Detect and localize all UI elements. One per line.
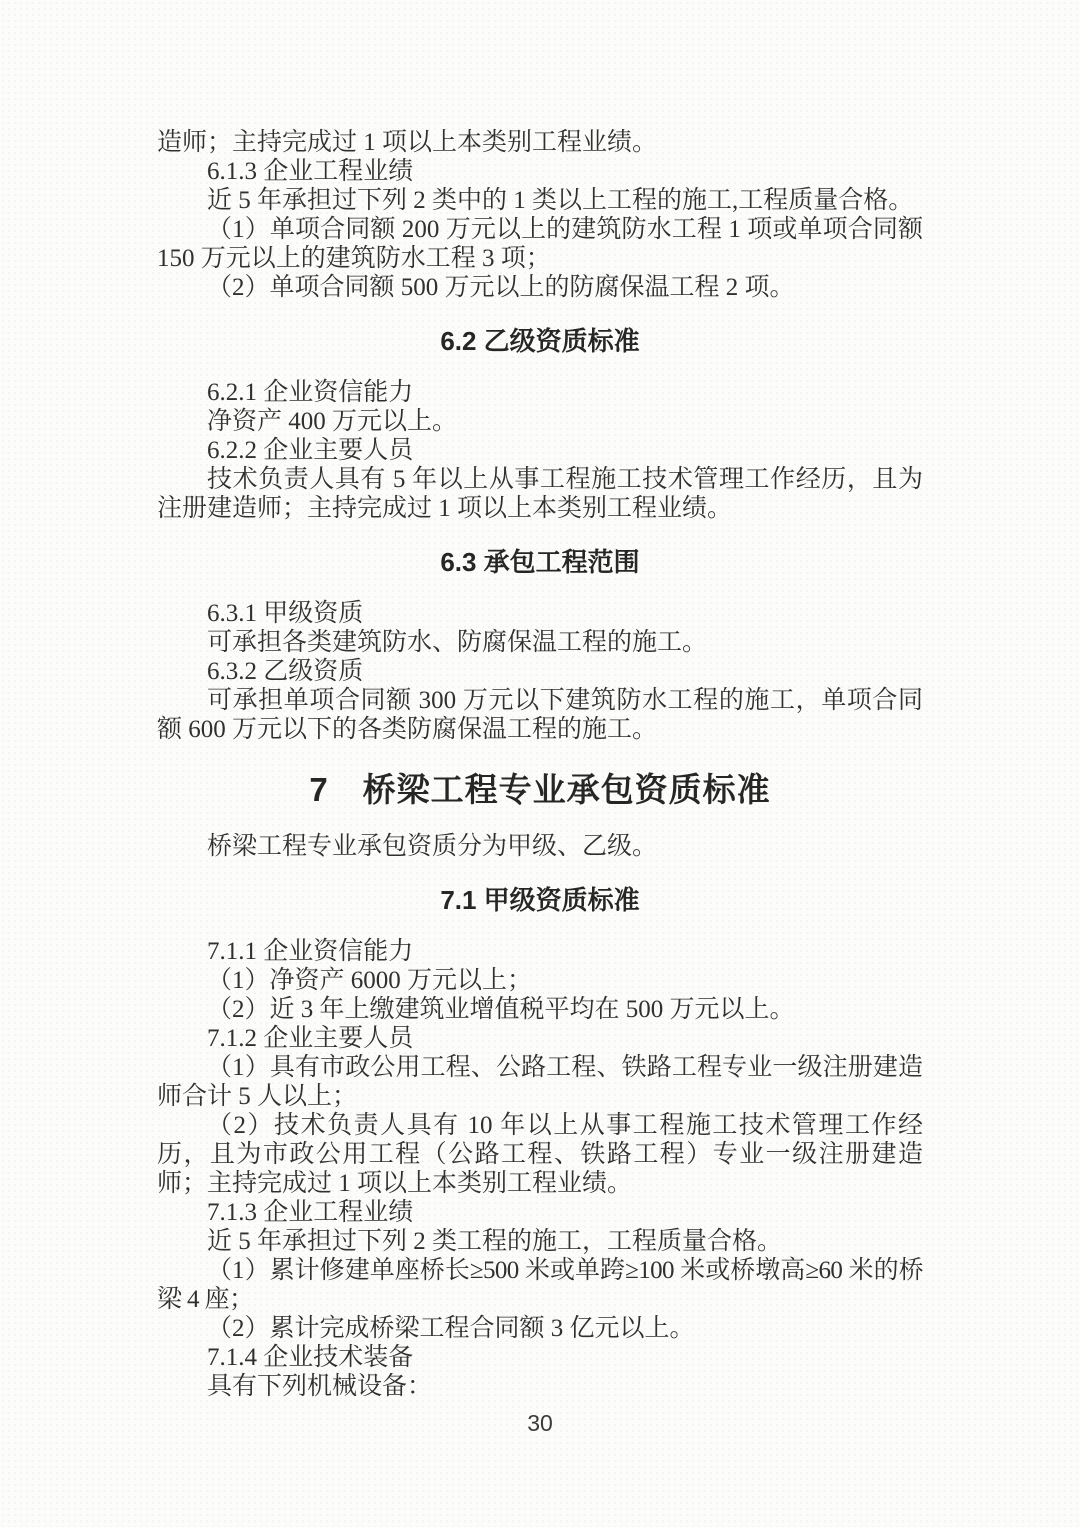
section-heading: 6.2 乙级资质标准 (440, 326, 640, 356)
paragraph: 近 5 年承担过下列 2 类工程的施工，工程质量合格。 (207, 1228, 783, 1255)
paragraph: （1）净资产 6000 万元以上； (207, 967, 533, 994)
paragraph: （2）近 3 年上缴建筑业增值税平均在 500 万元以上。 (207, 996, 795, 1023)
paragraph: 7.1.2 企业主要人员 (207, 1025, 414, 1052)
paragraph: （1）累计修建单座桥长≥500 米或单跨≥100 米或桥墩高≥60 米的桥梁 4 座； (157, 1257, 923, 1313)
paragraph: 技术负责人具有 5 年以上从事工程施工技术管理工作经历，且为注册建造师；主持完成过 1 项以上本类别工程业绩。 (157, 466, 923, 522)
paragraph: （1）具有市政公用工程、公路工程、铁路工程专业一级注册建造师合计 5 人以上； (157, 1054, 923, 1110)
paragraph: 近 5 年承担过下列 2 类中的 1 类以上工程的施工,工程质量合格。 (207, 187, 914, 214)
paragraph: 7.1.4 企业技术装备 (207, 1344, 414, 1371)
paragraph: 6.3.2 乙级资质 (207, 658, 364, 685)
paragraph: 7.1.1 企业资信能力 (207, 938, 414, 965)
paragraph: 具有下列机械设备： (207, 1373, 433, 1400)
paragraph: 可承担单项合同额 300 万元以下建筑防水工程的施工，单项合同额 600 万元以下的各类防腐保温工程的施工。 (157, 687, 923, 743)
paragraph: 可承担各类建筑防水、防腐保温工程的施工。 (207, 629, 708, 656)
paragraph: 6.3.1 甲级资质 (207, 600, 364, 627)
paragraph: 7.1.3 企业工程业绩 (207, 1199, 414, 1226)
paragraph: （2）技术负责人具有 10 年以上从事工程施工技术管理工作经历，且为市政公用工程（公路工程、铁路工程）专业一级注册建造师；主持完成过 1 项以上本类别工程业绩。 (157, 1112, 923, 1197)
chapter-heading: 7 桥梁工程专业承包资质标准 (309, 771, 771, 808)
page-number: 30 (527, 1410, 553, 1436)
paragraph: 造师；主持完成过 1 项以上本类别工程业绩。 (157, 129, 658, 156)
paragraph: （2）单项合同额 500 万元以上的防腐保温工程 2 项。 (207, 274, 795, 301)
paragraph: 桥梁工程专业承包资质分为甲级、乙级。 (207, 833, 658, 860)
paragraph: （2）累计完成桥梁工程合同额 3 亿元以上。 (207, 1315, 695, 1342)
paragraph: 6.2.1 企业资信能力 (207, 379, 414, 406)
paragraph: 6.2.2 企业主要人员 (207, 437, 414, 464)
paragraph: （1）单项合同额 200 万元以上的建筑防水工程 1 项或单项合同额 150 万元以上的建筑防水工程 3 项； (157, 216, 923, 272)
section-heading: 7.1 甲级资质标准 (440, 885, 640, 915)
paragraph: 6.1.3 企业工程业绩 (207, 158, 414, 185)
page-footer (0, 1408, 1080, 1438)
paragraph: 净资产 400 万元以上。 (207, 408, 458, 435)
section-heading: 6.3 承包工程范围 (440, 547, 640, 577)
page-content (157, 128, 923, 1401)
